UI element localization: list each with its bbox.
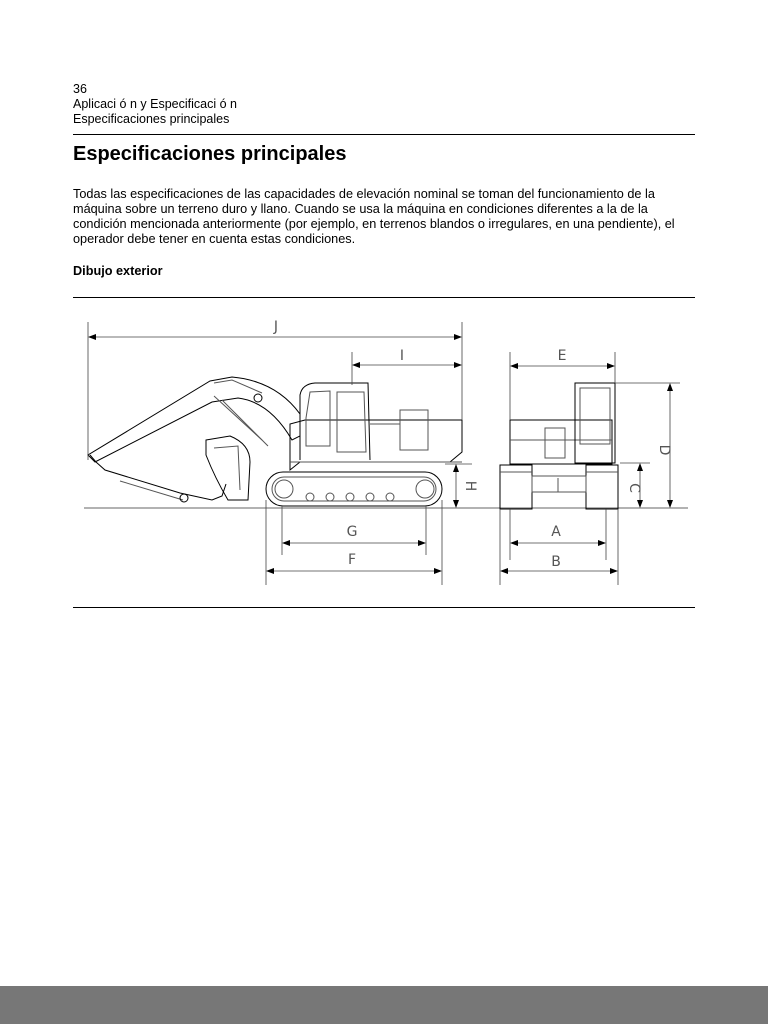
cab-window — [306, 391, 330, 446]
front-undercarriage — [532, 476, 586, 492]
page-header — [73, 82, 695, 127]
dim-label-a: A — [551, 524, 561, 540]
page-number: 36 — [73, 82, 87, 96]
dim-label-c: C — [626, 483, 642, 493]
excavator-exterior-drawing — [73, 305, 695, 600]
subsection-title: Especificaciones principales — [73, 112, 230, 126]
boom — [88, 377, 300, 462]
dim-label-f: F — [347, 552, 357, 568]
front-cab-window — [580, 388, 610, 444]
header-divider — [73, 134, 695, 135]
drawing-bottom-divider — [73, 607, 695, 608]
track-rollers — [275, 480, 434, 501]
bucket — [206, 436, 250, 500]
dim-label-j: J — [273, 319, 279, 335]
dim-label-b: B — [551, 554, 561, 570]
section-title: Aplicaci ó n y Especificaci ó n — [73, 97, 237, 111]
dim-label-e: E — [557, 348, 567, 364]
hood — [400, 410, 428, 450]
arm — [90, 455, 226, 500]
page-title: Especificaciones principales — [73, 143, 347, 165]
dim-label-i: I — [399, 348, 405, 364]
dim-label-g: G — [346, 524, 358, 540]
intro-paragraph: Todas las especificaciones de las capacidades de elevación nominal se toman del funcionamiento de la máquina sobre un terreno duro y llano. Cuando se usa la máquina en condiciones diferentes a la de la condición mencionada anteriormente (por ejemplo, en terrenos blandos o irregulares, en una pendiente), el operador debe tener en cuenta estas condiciones. — [73, 187, 675, 246]
dim-label-d: D — [656, 444, 672, 456]
cab — [300, 383, 370, 460]
drawing-heading: Dibujo exterior — [73, 264, 163, 278]
drawing-top-divider — [73, 297, 695, 298]
front-upper-body — [510, 420, 612, 464]
front-cab — [575, 383, 615, 463]
footer-bar — [0, 986, 768, 1024]
dim-label-h: H — [462, 480, 478, 492]
